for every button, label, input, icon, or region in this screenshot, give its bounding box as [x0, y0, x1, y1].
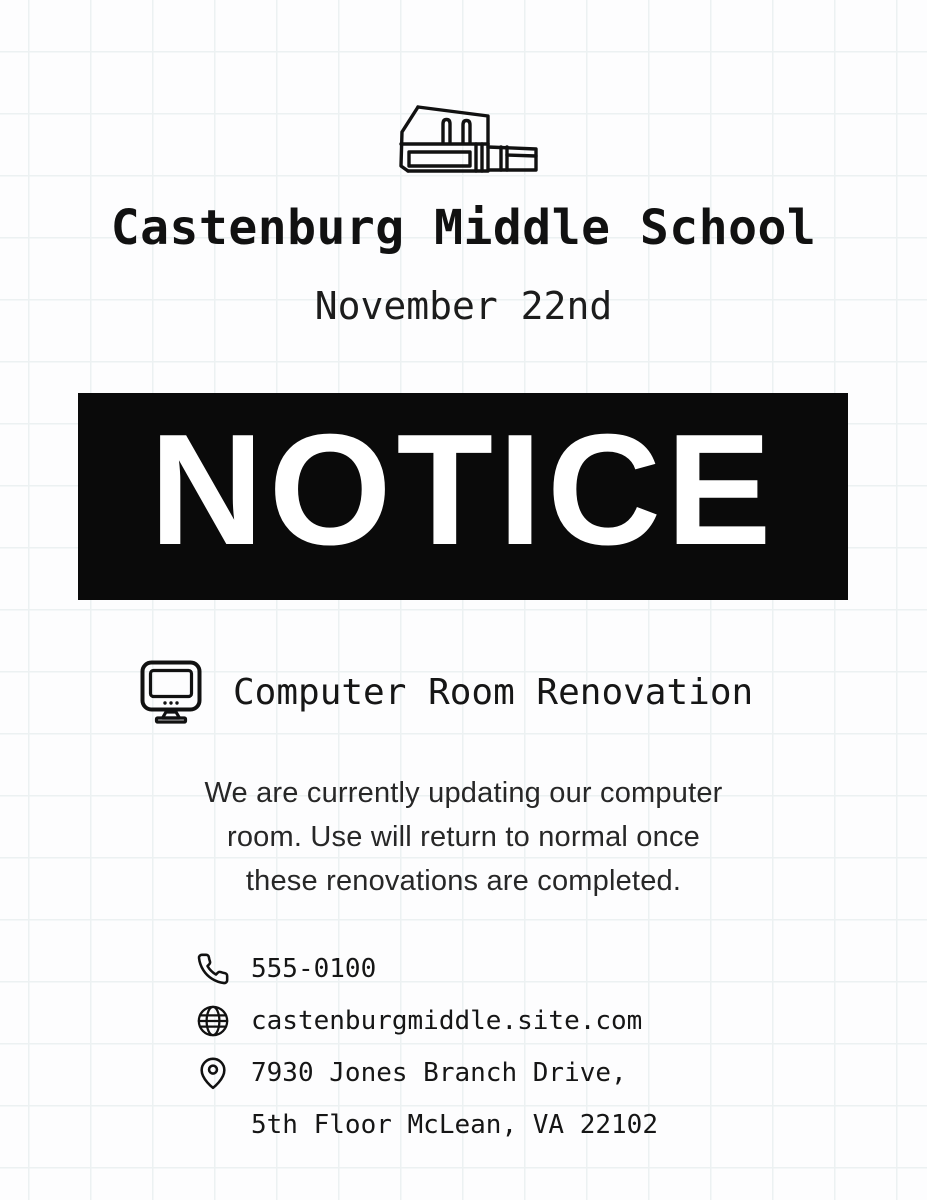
contact-block	[196, 943, 658, 1151]
body-line: room. Use will return to normal once	[227, 821, 700, 853]
body-text	[0, 771, 927, 903]
location-pin-icon	[196, 1056, 230, 1090]
notice-banner	[78, 393, 848, 600]
phone-icon	[196, 952, 230, 986]
contact-address-row-2	[196, 1099, 658, 1151]
address-line-2: 5th Floor McLean, VA 22102	[251, 1110, 658, 1140]
computer-monitor-icon	[140, 660, 202, 724]
website-url: castenburgmiddle.site.com	[251, 1006, 643, 1036]
contact-website-row	[196, 995, 658, 1047]
phone-number: 555-0100	[251, 954, 377, 984]
subject-title: Computer Room Renovation	[233, 671, 754, 713]
school-name: Castenburg Middle School	[110, 200, 817, 256]
globe-icon	[196, 1004, 230, 1038]
notice-title: NOTICE	[149, 401, 777, 578]
body-line: We are currently updating our computer	[204, 777, 723, 809]
school-building-icon	[388, 100, 541, 174]
contact-address-row	[196, 1047, 658, 1099]
body-line: these renovations are completed.	[245, 865, 682, 897]
subject-row	[140, 656, 753, 728]
icon-spacer	[196, 1108, 230, 1142]
notice-date: November 22nd	[314, 284, 613, 328]
contact-phone-row	[196, 943, 658, 995]
address-line-1: 7930 Jones Branch Drive,	[251, 1058, 627, 1088]
